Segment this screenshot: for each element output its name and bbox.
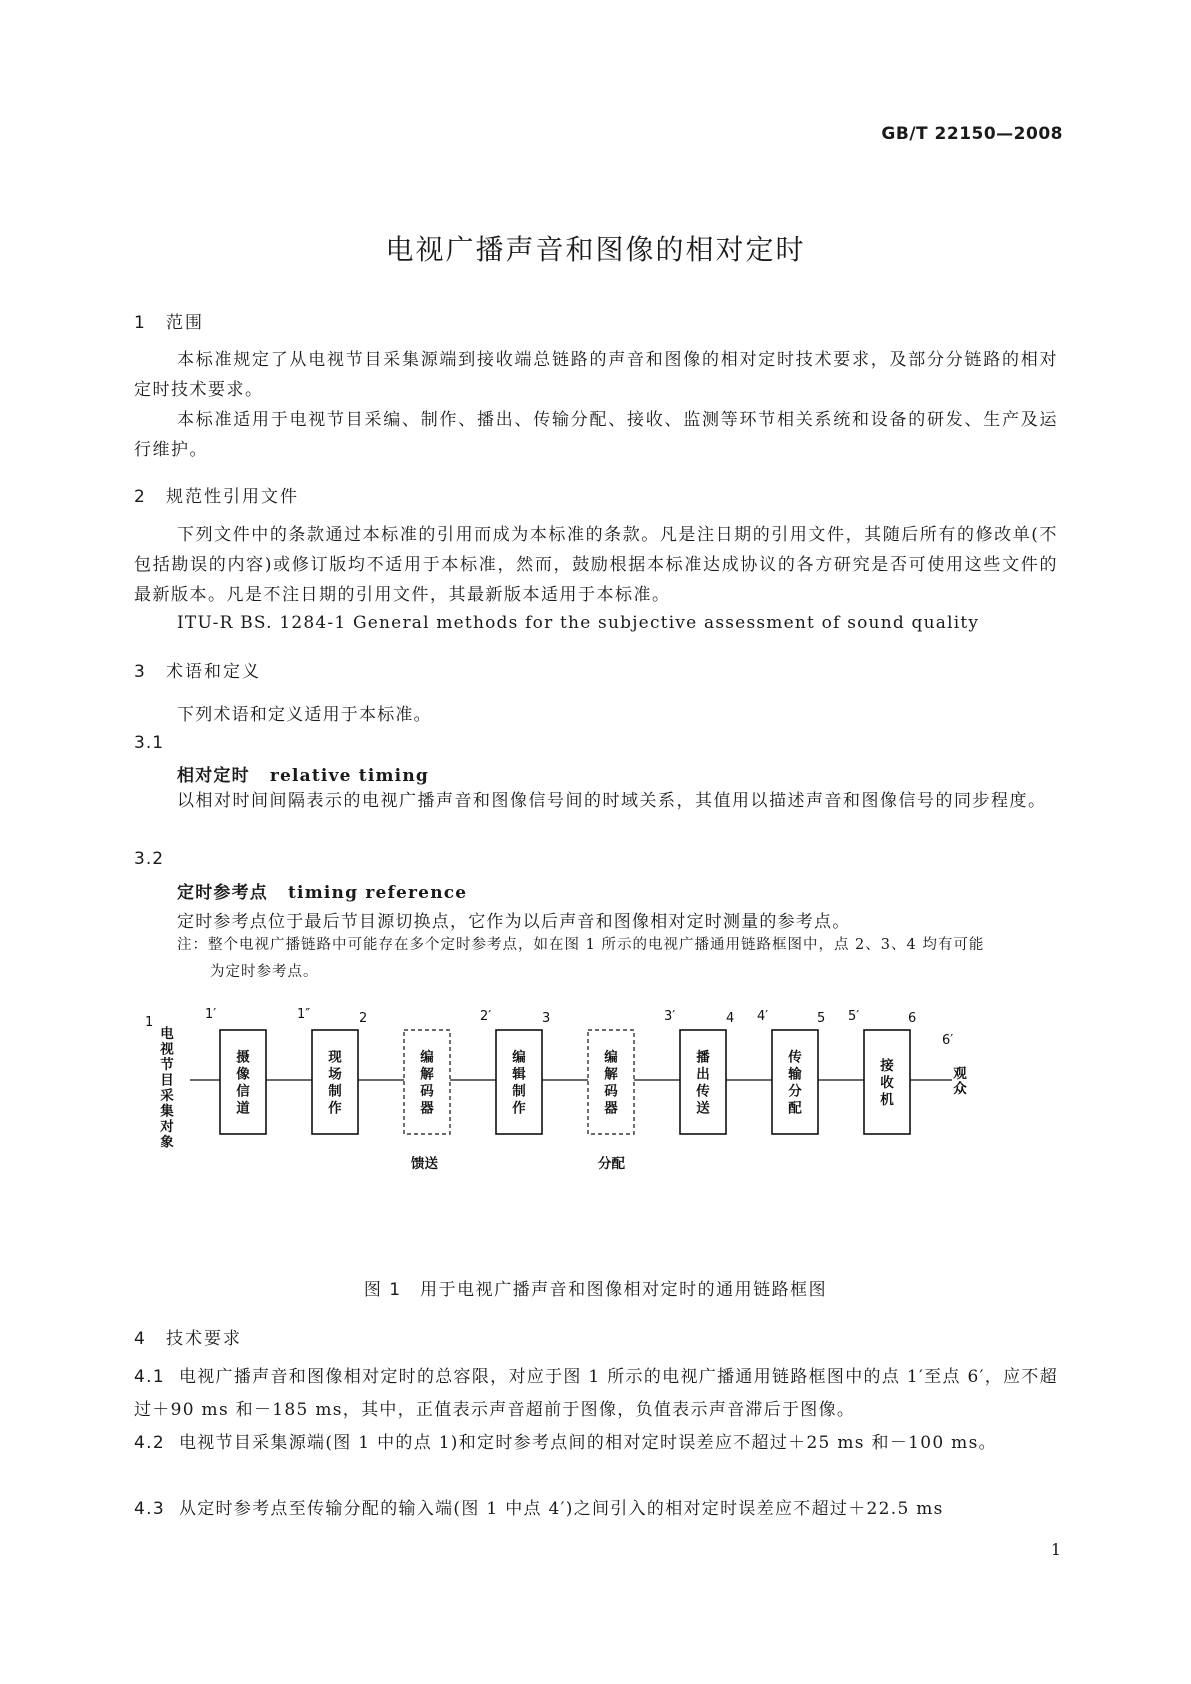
requirement-4-1 bbox=[134, 1361, 1058, 1427]
term-3-2-number: 3.2 bbox=[134, 849, 165, 869]
requirement-text: 电视广播声音和图像相对定时的总容限，对应于图 1 所示的电视广播通用链路框图中的点 1′至点 6′，应不超过＋90 ms 和－185 ms，其中，正值表示声音超前于图像，负值表示声音滞后于图像。 bbox=[134, 1367, 1058, 1420]
audience-label: 观众 bbox=[953, 1066, 967, 1097]
term-zh: 定时参考点 bbox=[177, 883, 268, 903]
document-code: GB/T 22150—2008 bbox=[881, 124, 1063, 144]
figure-caption: 图 1 用于电视广播声音和图像相对定时的通用链路框图 bbox=[363, 1280, 828, 1300]
point-label-4-prime: 4′ bbox=[757, 1009, 769, 1024]
block-label-codec-2: 编解码器 bbox=[604, 1049, 618, 1117]
requirement-number: 4.3 bbox=[134, 1499, 165, 1519]
requirement-number: 4.1 bbox=[134, 1367, 165, 1387]
term-en: timing reference bbox=[288, 883, 468, 903]
note-line-1: 注：整个电视广播链路中可能存在多个定时参考点，如在图 1 所示的电视广播通用链路框图中，点 2、3、4 均有可能 bbox=[177, 937, 985, 953]
requirement-4-2 bbox=[134, 1427, 1058, 1460]
point-label-2: 2 bbox=[359, 1011, 368, 1026]
section-4-heading bbox=[134, 1324, 242, 1349]
point-label-3-prime: 3′ bbox=[664, 1009, 676, 1024]
point-label-2-prime: 2′ bbox=[480, 1009, 492, 1024]
page-number: 1 bbox=[1050, 1540, 1061, 1559]
point-label-3: 3 bbox=[542, 1011, 551, 1026]
term-3-2-note bbox=[177, 932, 1061, 986]
point-label-5: 5 bbox=[817, 1011, 826, 1026]
term-3-1-number: 3.1 bbox=[134, 733, 165, 753]
requirement-text: 电视节目采集源端(图 1 中的点 1)和定时参考点间的相对定时误差应不超过＋25 ms 和－100 ms。 bbox=[178, 1433, 997, 1453]
under-label-feed: 馈送 bbox=[411, 1156, 438, 1172]
term-en: relative timing bbox=[269, 766, 429, 786]
reference-item: ITU-R BS. 1284-1 General methods for the subjective assessment of sound quality bbox=[177, 613, 980, 633]
section-title: 规范性引用文件 bbox=[166, 487, 299, 507]
section-2-paragraph: 下列文件中的条款通过本标准的引用而成为本标准的条款。凡是注日期的引用文件，其随后所有的修改单(不包括勘误的内容)或修订版均不适用于本标准，然而，鼓励根据本标准达成协议的各方研究是否可使用这些文件的最新版本。凡是不注日期的引用文件，其最新版本适用于本标准。 bbox=[134, 525, 1058, 605]
requirement-text: 从定时参考点至传输分配的输入端(图 1 中点 4′)之间引入的相对定时误差应不超过＋22.5 ms bbox=[178, 1499, 944, 1519]
section-number: 3 bbox=[134, 662, 147, 682]
point-label-1-double-prime: 1″ bbox=[297, 1007, 311, 1022]
block-label-camera-channel: 摄像信道 bbox=[236, 1049, 250, 1117]
point-label-5-prime: 5′ bbox=[848, 1009, 860, 1024]
point-label-4: 4 bbox=[726, 1011, 735, 1026]
section-3-intro: 下列术语和定义适用于本标准。 bbox=[177, 705, 432, 725]
note-line-2: 为定时参考点。 bbox=[210, 964, 319, 980]
link-block-diagram bbox=[0, 1002, 1191, 1202]
block-label-distribution: 传输分配 bbox=[788, 1049, 802, 1117]
document-title: 电视广播声音和图像的相对定时 bbox=[385, 233, 806, 266]
block-label-field-production: 现场制作 bbox=[328, 1049, 342, 1117]
section-2-heading bbox=[134, 482, 299, 507]
section-number: 2 bbox=[134, 487, 147, 507]
requirement-number: 4.2 bbox=[134, 1433, 165, 1453]
term-3-2-definition: 定时参考点位于最后节目源切换点，它作为以后声音和图像相对定时测量的参考点。 bbox=[177, 912, 851, 932]
requirement-4-3 bbox=[134, 1493, 1058, 1526]
block-label-codec-1: 编解码器 bbox=[420, 1049, 434, 1117]
point-label-6: 6 bbox=[908, 1011, 917, 1026]
section-1-heading bbox=[134, 308, 204, 333]
section-3-heading bbox=[134, 657, 261, 682]
block-label-playout: 播出传送 bbox=[696, 1049, 710, 1117]
term-zh: 相对定时 bbox=[177, 766, 250, 786]
term-3-2-title bbox=[177, 878, 467, 903]
section-title: 术语和定义 bbox=[166, 662, 261, 682]
section-number: 4 bbox=[134, 1329, 147, 1349]
section-title: 技术要求 bbox=[166, 1329, 242, 1349]
point-label-1-prime: 1′ bbox=[205, 1007, 217, 1022]
under-label-distribution: 分配 bbox=[598, 1156, 625, 1172]
section-number: 1 bbox=[134, 313, 147, 333]
term-3-1-title bbox=[177, 761, 429, 786]
term-3-1-definition: 以相对时间间隔表示的电视广播声音和图像信号间的时域关系，其值用以描述声音和图像信号的同步程度。 bbox=[177, 791, 1047, 811]
block-label-editing: 编辑制作 bbox=[512, 1049, 526, 1117]
block-label-receiver: 接收机 bbox=[880, 1058, 894, 1108]
source-label: 电视节目采集对象 bbox=[160, 1026, 174, 1151]
section-title: 范围 bbox=[166, 313, 204, 333]
point-label-6-prime: 6′ bbox=[942, 1033, 954, 1048]
section-1-paragraph-2: 本标准适用于电视节目采编、制作、播出、传输分配、接收、监测等环节相关系统和设备的研发、生产及运行维护。 bbox=[134, 410, 1058, 460]
section-1-paragraph-1: 本标准规定了从电视节目采集源端到接收端总链路的声音和图像的相对定时技术要求，及部分分链路的相对定时技术要求。 bbox=[134, 350, 1058, 400]
point-label-1: 1 bbox=[145, 1015, 154, 1030]
